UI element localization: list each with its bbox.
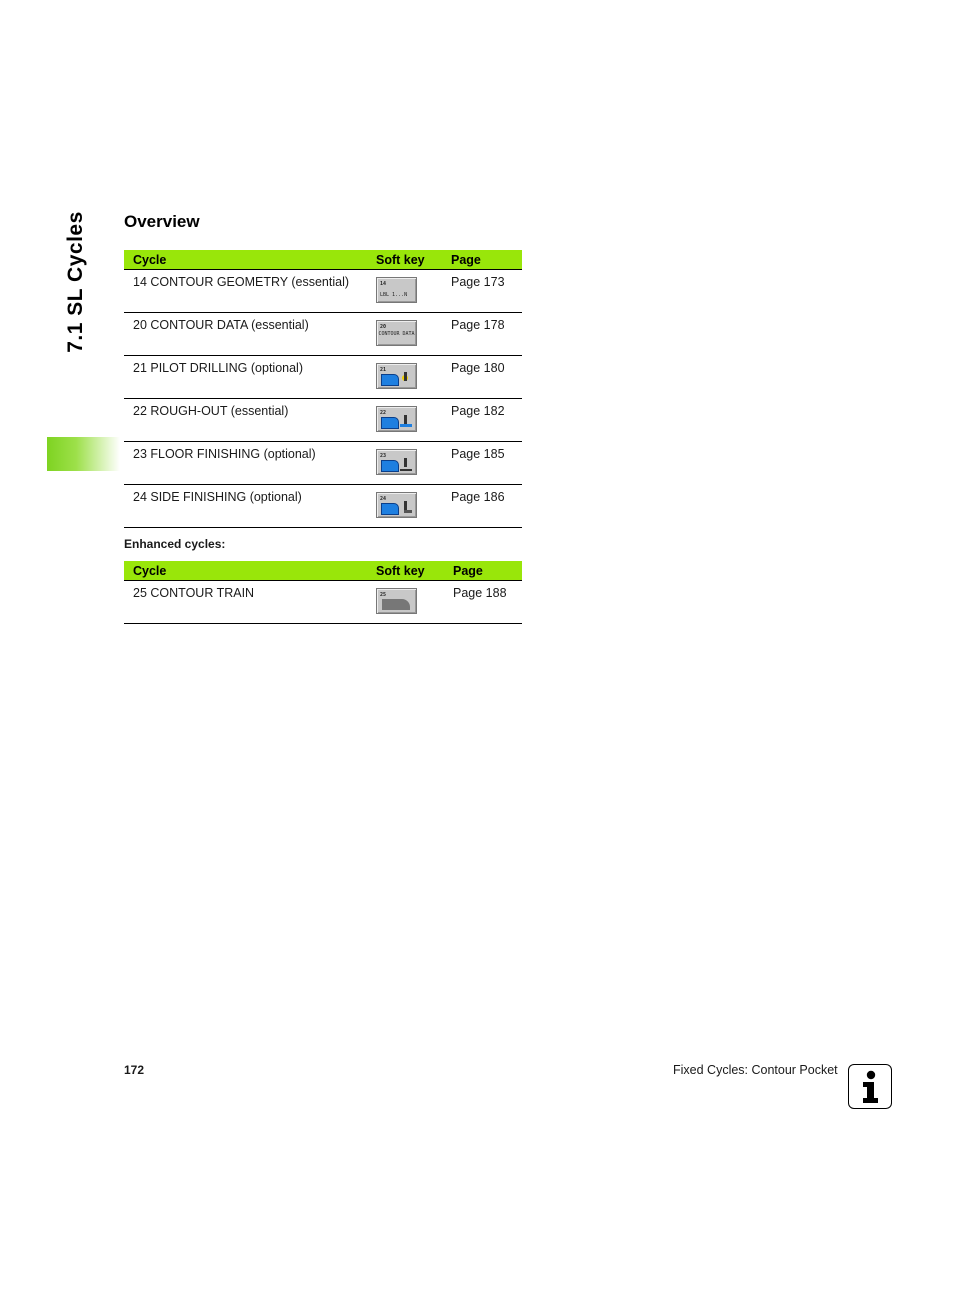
contour-train-icon [382,599,410,610]
table-row [124,581,522,624]
softkey-number: 21 [380,367,387,373]
floor-finish-icon [400,458,412,471]
header-softkey: Soft key [367,561,442,581]
enhanced-cycles-table [124,561,522,624]
header-cycle: Cycle [124,561,367,581]
softkey-number: 24 [380,496,387,502]
header-cycle: Cycle [124,250,367,270]
cycle-name: 23 FLOOR FINISHING (optional) [124,442,367,485]
drill-icon [400,372,412,385]
page-ref: Page 182 [442,399,522,442]
page-number: 172 [124,1063,145,1077]
table-row [124,399,522,442]
softkey-caption: CONTOUR DATA [378,331,415,337]
page-ref: Page 185 [442,442,522,485]
cycle-name: 14 CONTOUR GEOMETRY (essential) [124,270,367,313]
table-row [124,356,522,399]
enhanced-cycles-label: Enhanced cycles: [124,537,226,551]
softkey-20-button[interactable] [376,320,417,346]
side-finish-icon [400,501,412,514]
page-ref: Page 186 [442,485,522,528]
softkey-caption: LBL 1...N [380,292,408,298]
softkey-number: 14 [380,281,387,287]
softkey-number: 20 [380,324,387,330]
softkey-25-button[interactable] [376,588,417,614]
table-row [124,442,522,485]
softkey-23-button[interactable] [376,449,417,475]
softkey-24-button[interactable] [376,492,417,518]
cycle-name: 22 ROUGH-OUT (essential) [124,399,367,442]
side-chapter-title: 7.1 SL Cycles [64,211,87,353]
softkey-22-button[interactable] [376,406,417,432]
header-page: Page [442,250,522,270]
pocket-icon [381,503,399,515]
table-header-row [124,250,522,270]
info-icon [848,1064,892,1109]
softkey-number: 22 [380,410,387,416]
cycles-table [124,250,522,528]
page-ref: Page 180 [442,356,522,399]
page-ref: Page 178 [442,313,522,356]
chapter-tab-marker [47,437,120,471]
header-page: Page [442,561,522,581]
softkey-number: 25 [380,592,387,598]
section-title: Overview [124,212,200,231]
chapter-footer: Fixed Cycles: Contour Pocket [673,1063,838,1077]
pocket-icon [381,460,399,472]
cycle-name: 21 PILOT DRILLING (optional) [124,356,367,399]
table-row [124,313,522,356]
softkey-number: 23 [380,453,387,459]
table-row [124,270,522,313]
table-header-row [124,561,522,581]
page-ref: Page 188 [442,581,522,624]
rough-mill-icon [400,415,412,428]
softkey-21-button[interactable] [376,363,417,389]
softkey-14-button[interactable] [376,277,417,303]
pocket-icon [381,374,399,386]
table-row [124,485,522,528]
pocket-icon [381,417,399,429]
header-softkey: Soft key [367,250,442,270]
cycle-name: 25 CONTOUR TRAIN [124,581,367,624]
page-ref: Page 173 [442,270,522,313]
cycle-name: 20 CONTOUR DATA (essential) [124,313,367,356]
cycle-name: 24 SIDE FINISHING (optional) [124,485,367,528]
